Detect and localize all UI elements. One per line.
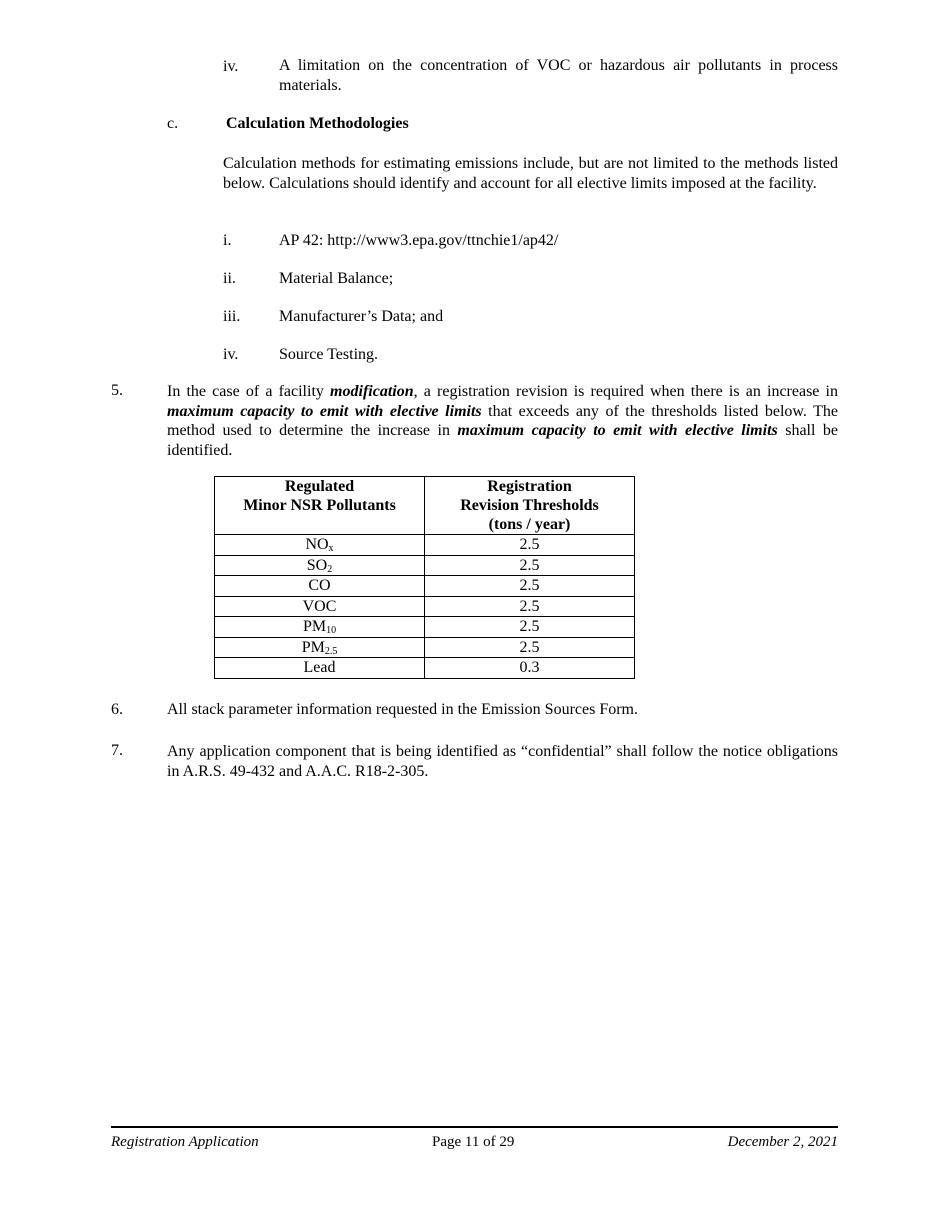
list-number: iii. bbox=[223, 308, 241, 325]
footer-left: Registration Application bbox=[111, 1134, 259, 1150]
list-item-text: AP 42: http://www3.epa.gov/ttnchie1/ap42/ bbox=[279, 232, 559, 249]
table-row bbox=[215, 617, 635, 638]
table-header-pollutants: Regulated Minor NSR Pollutants bbox=[215, 477, 425, 535]
item7-paragraph: Any application component that is being identified as “confidential” shall follow the notice obligations in A.R.S. 49-432 and A.A.C. R18-2-305. bbox=[167, 743, 838, 780]
threshold-cell: 2.5 bbox=[425, 535, 635, 556]
list-number: iv. bbox=[223, 346, 239, 363]
section-label: c. bbox=[167, 115, 179, 132]
pollutant-cell: VOC bbox=[215, 596, 425, 617]
threshold-cell: 2.5 bbox=[425, 596, 635, 617]
table-row bbox=[215, 576, 635, 597]
page-number: Page 11 of 29 bbox=[432, 1134, 515, 1150]
list-item-text: Material Balance; bbox=[279, 270, 394, 287]
table-row bbox=[215, 535, 635, 556]
pollutant-cell: $PM_{2.5}$ bbox=[215, 637, 425, 658]
list-number: i. bbox=[223, 232, 232, 249]
pollutant-cell: $PM_{10}$ bbox=[215, 617, 425, 638]
table-row bbox=[215, 658, 635, 679]
item-number: 6. bbox=[111, 701, 123, 718]
pollutant-cell: CO bbox=[215, 576, 425, 597]
footer-rule bbox=[111, 1126, 838, 1128]
item6-paragraph: All stack parameter information requested in the Emission Sources Form. bbox=[167, 701, 638, 718]
pollutant-cell: Lead bbox=[215, 658, 425, 679]
threshold-table bbox=[214, 476, 635, 679]
table-row bbox=[215, 596, 635, 617]
list-item-text: A limitation on the concentration of VOC or hazardous air pollutants in process materials. bbox=[279, 57, 838, 94]
threshold-cell: 2.5 bbox=[425, 617, 635, 638]
item-number: 7. bbox=[111, 742, 123, 759]
item5-paragraph: In the case of a facility modification, a registration revision is required when there is an increase in maximum capacity to emit with elective limits that exceeds any of the thresholds listed below. The method used to determine the increase in maximum capacity to emit with elective limits shall be identified. bbox=[167, 383, 839, 459]
table-header-thresholds: Registration Revision Thresholds (tons / year) bbox=[425, 477, 635, 535]
list-number: ii. bbox=[223, 270, 236, 287]
list-item-text: Manufacturer’s Data; and bbox=[279, 308, 444, 325]
list-number: iv. bbox=[223, 58, 239, 75]
table-row bbox=[215, 637, 635, 658]
item-number: 5. bbox=[111, 382, 123, 399]
threshold-cell: 2.5 bbox=[425, 555, 635, 576]
pollutant-cell: $NO_x$ bbox=[215, 535, 425, 556]
footer-date: December 2, 2021 bbox=[727, 1134, 838, 1150]
section-title: Calculation Methodologies bbox=[226, 115, 409, 132]
threshold-cell: 0.3 bbox=[425, 658, 635, 679]
table-header-row bbox=[215, 477, 635, 535]
threshold-cell: 2.5 bbox=[425, 576, 635, 597]
pollutant-cell: $SO_2$ bbox=[215, 555, 425, 576]
threshold-cell: 2.5 bbox=[425, 637, 635, 658]
list-item-text: Source Testing. bbox=[279, 346, 379, 363]
table-row bbox=[215, 555, 635, 576]
calc-intro-paragraph: Calculation methods for estimating emissions include, but are not limited to the methods listed below. Calculations should identify and account for all elective limits imposed at the facility. bbox=[223, 155, 838, 192]
